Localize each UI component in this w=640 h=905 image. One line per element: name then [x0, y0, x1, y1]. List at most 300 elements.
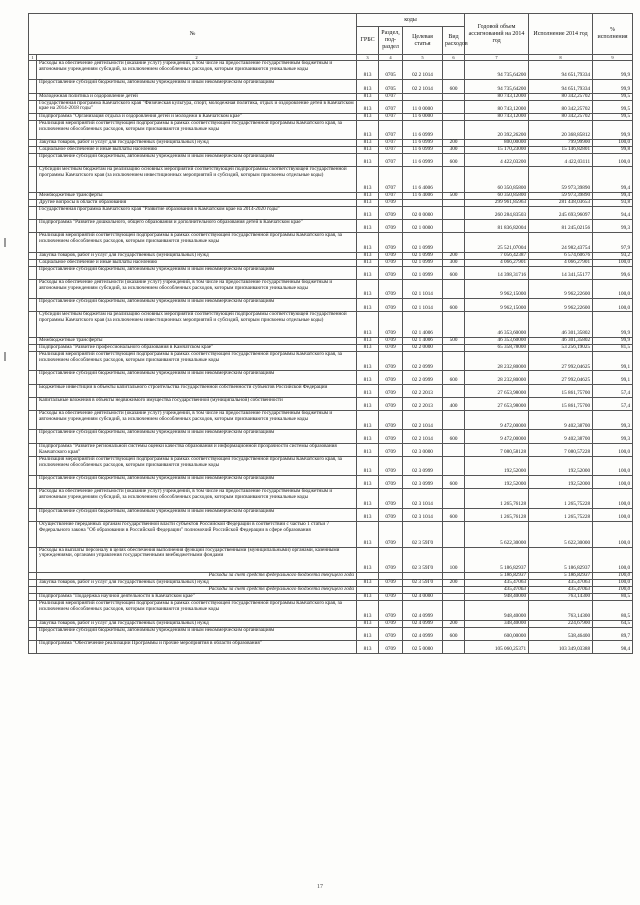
row-name: Государственная программа Камчатского края "Развитие образования в Камчатском крае на 2014-2020 годы" — [37, 206, 357, 219]
row-percent: 99,4 — [593, 167, 633, 193]
row-target-item: 02 2 1014 — [403, 430, 443, 443]
header-execution: Исполнение 2014 год — [529, 14, 593, 55]
row-annual-plan: 7 056,42387 — [465, 252, 529, 259]
row-expense-type: 600 — [443, 430, 465, 443]
row-name: Реализация мероприятий соответствующей подпрограммы в рамках соответствующей государственной программы Камчатского края, за исключением обособленных расходов, которым присваиваются уникальные коды — [37, 233, 357, 252]
row-expense-type: 600 — [443, 266, 465, 279]
row-execution: 1 265,75228 — [529, 508, 593, 521]
row-execution: 763,14300 — [529, 601, 593, 620]
row-name: Расходы за счет средств федерального бюджета текущего года — [37, 573, 357, 580]
header-number: № — [29, 14, 357, 55]
row-number-cell — [29, 587, 37, 594]
row-percent: 99,5 — [593, 100, 633, 113]
row-percent: 99,3 — [593, 220, 633, 233]
row-percent: 99,6 — [593, 266, 633, 279]
row-execution: 5 186,82937 — [529, 547, 593, 573]
row-number-cell — [29, 547, 37, 573]
header-annual-plan: Годовой объем ассигнований на 2014 год — [465, 14, 529, 55]
row-number-cell — [29, 147, 37, 154]
row-expense-type: 600 — [443, 299, 465, 312]
row-name: Социальное обеспечение и иные выплаты населению — [37, 259, 357, 266]
row-number-cell — [29, 573, 37, 580]
row-execution: 9 402,38700 — [529, 430, 593, 443]
row-grbs: 813 — [357, 80, 379, 93]
table-row — [29, 352, 633, 371]
row-name: Межбюджетные трансферты — [37, 338, 357, 345]
row-section: 0709 — [379, 312, 403, 338]
row-target-item: 02 2 0999 — [403, 371, 443, 384]
row-name: Субсидии местным бюджетам на реализацию основных мероприятий соответствующей подпрограммы соответствующей государственной программы Камчатского края (за исключением инвестиционных мероприятий и субсидий, которым присвоены отдельные коды) — [37, 167, 357, 193]
row-execution: 281 438,03653 — [529, 199, 593, 206]
row-target-item: 02 1 0999 — [403, 252, 443, 259]
row-percent: 57,4 — [593, 397, 633, 410]
row-percent: 99,9 — [593, 120, 633, 139]
row-execution: 245 693,96097 — [529, 206, 593, 219]
table-row — [29, 627, 633, 640]
row-section: 0709 — [379, 397, 403, 410]
row-name: Социальное обеспечение и иные выплаты населению — [37, 147, 357, 154]
row-section: 0709 — [379, 443, 403, 456]
row-expense-type — [443, 411, 465, 430]
row-grbs: 813 — [357, 312, 379, 338]
row-section: 0705 — [379, 61, 403, 80]
row-target-item: 02 2 2013 — [403, 384, 443, 397]
row-annual-plan: 435,47063 — [465, 580, 529, 587]
row-grbs: 813 — [357, 476, 379, 489]
row-name: Подпрограмма "Поддержка научной деятельности в Камчатском крае" — [37, 594, 357, 601]
row-execution: 7 080,57228 — [529, 443, 593, 456]
row-annual-plan: 600,00000 — [465, 627, 529, 640]
row-percent: 100,0 — [593, 547, 633, 573]
row-expense-type — [443, 100, 465, 113]
row-expense-type: 600 — [443, 476, 465, 489]
row-expense-type — [443, 384, 465, 397]
row-expense-type — [443, 206, 465, 219]
row-grbs: 813 — [357, 220, 379, 233]
row-execution: 94 651,79334 — [529, 80, 593, 93]
column-number: 5 — [403, 55, 443, 61]
table-row — [29, 430, 633, 443]
row-grbs: 813 — [357, 233, 379, 252]
column-number: 1 — [29, 55, 37, 61]
row-name: Закупка товаров, работ и услуг для государственных (муниципальных) нужд — [37, 620, 357, 627]
row-section: 0709 — [379, 259, 403, 266]
row-annual-plan: 80 743,12000 — [465, 93, 529, 100]
row-number-cell — [29, 397, 37, 410]
row-percent: 99,3 — [593, 430, 633, 443]
row-expense-type: 400 — [443, 397, 465, 410]
table-header — [29, 14, 633, 61]
row-target-item: 02 2 2013 — [403, 397, 443, 410]
table-row — [29, 279, 633, 298]
row-expense-type: 600 — [443, 627, 465, 640]
row-expense-type: 300 — [443, 259, 465, 266]
row-number-cell — [29, 192, 37, 199]
row-number-cell — [29, 113, 37, 120]
row-execution: 59 973,39890 — [529, 167, 593, 193]
row-expense-type — [443, 640, 465, 653]
row-number-cell — [29, 627, 37, 640]
row-name: Предоставление субсидий бюджетным, автономным учреждениям и иным некоммерческим организациям — [37, 154, 357, 167]
row-percent: 100,0 — [593, 456, 633, 475]
row-section: 0709 — [379, 206, 403, 219]
row-expense-type — [443, 489, 465, 508]
row-annual-plan: 94 735,64200 — [465, 80, 529, 93]
row-execution: 799,99900 — [529, 140, 593, 147]
row-number-cell — [29, 476, 37, 489]
row-execution: 192,52000 — [529, 456, 593, 475]
row-name: Закупка товаров, работ и услуг для государственных (муниципальных) нужд — [37, 252, 357, 259]
row-annual-plan: 20 392,26200 — [465, 120, 529, 139]
row-execution: 46 301,35802 — [529, 312, 593, 338]
row-grbs: 813 — [357, 140, 379, 147]
row-number-cell — [29, 279, 37, 298]
row-expense-type: 200 — [443, 620, 465, 627]
row-percent: 99,3 — [593, 411, 633, 430]
row-percent: 100,0 — [593, 521, 633, 547]
row-target-item: 02 3 1014 — [403, 508, 443, 521]
row-number-cell — [29, 601, 37, 620]
row-name: Субсидии местным бюджетам на реализацию основных мероприятий соответствующей подпрограммы соответствующей государственной программы Камчатского края (за исключением инвестиционных мероприятий и субсидий, которым присвоены отдельные коды) — [37, 312, 357, 338]
row-target-item: 02 1 0999 — [403, 233, 443, 252]
column-number: 3 — [357, 55, 379, 61]
row-grbs: 813 — [357, 100, 379, 113]
row-name: Расходы за счет средств федерального бюджета текущего года — [37, 587, 357, 594]
table-row — [29, 384, 633, 397]
row-section: 0709 — [379, 430, 403, 443]
row-number-cell — [29, 580, 37, 587]
table-row — [29, 547, 633, 573]
row-annual-plan: 800,00000 — [465, 140, 529, 147]
table-body — [29, 61, 633, 654]
row-execution: 4 066,27901 — [529, 259, 593, 266]
row-section: 0707 — [379, 167, 403, 193]
row-expense-type — [443, 456, 465, 475]
table-row — [29, 443, 633, 456]
row-percent: 100,0 — [593, 259, 633, 266]
row-execution: 80 342,25702 — [529, 93, 593, 100]
row-name: Другие вопросы в области образования — [37, 199, 357, 206]
row-number-cell — [29, 120, 37, 139]
row-annual-plan: 60 350,85800 — [465, 192, 529, 199]
row-section: 0709 — [379, 627, 403, 640]
row-number-cell — [29, 371, 37, 384]
row-number-cell — [29, 80, 37, 93]
row-name: Предоставление субсидий бюджетным, автономным учреждениям и иным некоммерческим организациям — [37, 266, 357, 279]
row-annual-plan: 948,40000 — [465, 601, 529, 620]
table-row — [29, 620, 633, 627]
row-annual-plan: 7 080,58128 — [465, 443, 529, 456]
row-section: 0707 — [379, 147, 403, 154]
row-target-item: 02 3 0999 — [403, 456, 443, 475]
row-target-item: 02 3 59Г0 — [403, 547, 443, 573]
row-expense-type: 600 — [443, 371, 465, 384]
row-execution: 224,67900 — [529, 620, 593, 627]
column-number: 2 — [37, 55, 357, 61]
row-target-item: 02 1 0999 — [403, 266, 443, 279]
row-execution: 1 265,75228 — [529, 489, 593, 508]
row-expense-type: 500 — [443, 192, 465, 199]
header-codes: коды — [357, 14, 465, 27]
row-section: 0709 — [379, 521, 403, 547]
row-target-item: 02 2 1014 — [403, 61, 443, 80]
row-name: Подпрограмма "Развитие профессионального образования в Камчатском крае" — [37, 345, 357, 352]
row-percent: 99,4 — [593, 192, 633, 199]
row-percent: 64,5 — [593, 620, 633, 627]
row-section: 0709 — [379, 547, 403, 573]
column-number: 4 — [379, 55, 403, 61]
row-name: Осуществление переданных органам государственной власти субъектов Российской Федерации в соответствии с частью 1 статьи 7 Федерального закона "Об образовании в Российской Федерации" полномочий Российской Федерации в сфере образования — [37, 521, 357, 547]
row-name: Предоставление субсидий бюджетным, автономным учреждениям и иным некоммерческим организациям — [37, 627, 357, 640]
row-execution: 80 342,25702 — [529, 113, 593, 120]
row-percent: 100,0 — [593, 299, 633, 312]
row-percent: 100,0 — [593, 279, 633, 298]
row-name: Подпрограмма "Организация отдыха и оздоровления детей и молодежи в Камчатском крае" — [37, 113, 357, 120]
row-target-item: 02 1 1014 — [403, 279, 443, 298]
row-execution: 763,14300 — [529, 594, 593, 601]
row-number-cell — [29, 220, 37, 233]
row-name: Межбюджетные трансферты — [37, 192, 357, 199]
row-percent: 100,0 — [593, 489, 633, 508]
row-number-cell — [29, 508, 37, 521]
row-annual-plan: 65 358,78000 — [465, 345, 529, 352]
row-grbs: 813 — [357, 411, 379, 430]
row-execution: 46 301,35802 — [529, 338, 593, 345]
row-expense-type: 200 — [443, 140, 465, 147]
row-execution: 5 622,30000 — [529, 521, 593, 547]
table-row — [29, 521, 633, 547]
row-section: 0709 — [379, 233, 403, 252]
row-expense-type — [443, 61, 465, 80]
row-section: 0709 — [379, 371, 403, 384]
row-name: Расходы на выплаты персоналу в целях обеспечения выполнения функций государственными (муниципальными) органами, казенными учреждениями, органами управления государственными внебюджетными фондами — [37, 547, 357, 573]
column-number: 7 — [465, 55, 529, 61]
row-section: 0709 — [379, 266, 403, 279]
row-number-cell — [29, 199, 37, 206]
row-expense-type: 100 — [443, 547, 465, 573]
row-section: 0707 — [379, 192, 403, 199]
row-execution: 80 342,25702 — [529, 100, 593, 113]
row-number-cell — [29, 233, 37, 252]
row-execution: 15 861,75700 — [529, 397, 593, 410]
row-grbs: 813 — [357, 489, 379, 508]
row-percent: 100,0 — [593, 140, 633, 147]
row-number-cell — [29, 252, 37, 259]
row-percent: 99,9 — [593, 312, 633, 338]
table-row — [29, 397, 633, 410]
row-section: 0709 — [379, 352, 403, 371]
row-grbs: 813 — [357, 199, 379, 206]
row-expense-type: 300 — [443, 147, 465, 154]
row-percent: 99,8 — [593, 147, 633, 154]
table-row — [29, 220, 633, 233]
row-target-item: 02 5 0000 — [403, 640, 443, 653]
row-execution: 53 256,19025 — [529, 345, 593, 352]
row-expense-type — [443, 587, 465, 594]
row-annual-plan: 14 398,31716 — [465, 266, 529, 279]
row-percent: 99,9 — [593, 338, 633, 345]
row-target-item: 02 1 1014 — [403, 299, 443, 312]
row-target-item: 02 3 0000 — [403, 443, 443, 456]
row-grbs: 813 — [357, 167, 379, 193]
row-section: 0709 — [379, 345, 403, 352]
row-name: Молодежная политика и оздоровление детей — [37, 93, 357, 100]
row-target-item: 02 0 0000 — [403, 206, 443, 219]
row-expense-type — [443, 113, 465, 120]
table-row — [29, 601, 633, 620]
row-expense-type — [443, 352, 465, 371]
row-execution: 9 962,22600 — [529, 279, 593, 298]
row-target-item: 11 6 0999 — [403, 147, 443, 154]
table-row — [29, 640, 633, 653]
row-target-item: 11 0 0000 — [403, 100, 443, 113]
row-name: Государственная программа Камчатского края "Физическая культура, спорт, молодежная политика, отдых и оздоровление детей в Камчатском крае на 2014-2018 годы" — [37, 100, 357, 113]
row-name: Предоставление субсидий бюджетным, автономным учреждениям и иным некоммерческим организациям — [37, 430, 357, 443]
row-percent: 93,8 — [593, 199, 633, 206]
row-name: Расходы на обеспечение деятельности (оказание услуг) учреждений, в том числе на предоставление государственным бюджетным и автономным учреждениям субсидий, за исключением обособленных расходов, которым присваиваются уникальные коды — [37, 489, 357, 508]
row-grbs: 813 — [357, 627, 379, 640]
row-execution: 435,47063 — [529, 587, 593, 594]
row-target-item — [403, 93, 443, 100]
row-annual-plan: 46 353,60000 — [465, 338, 529, 345]
row-target-item: 11 6 0999 — [403, 154, 443, 167]
row-expense-type: 200 — [443, 252, 465, 259]
row-percent: 100,0 — [593, 508, 633, 521]
row-percent: 100,0 — [593, 580, 633, 587]
row-section: 0709 — [379, 594, 403, 601]
row-grbs: 813 — [357, 147, 379, 154]
row-name: Капитальные вложения в объекты недвижимого имущества государственной (муниципальной) собственности — [37, 397, 357, 410]
row-target-item: 11 6 0000 — [403, 113, 443, 120]
row-expense-type — [443, 233, 465, 252]
row-expense-type: 600 — [443, 80, 465, 93]
row-number-cell — [29, 312, 37, 338]
row-annual-plan: 9 472,00000 — [465, 430, 529, 443]
header-target-item: Целевая статья — [403, 27, 443, 55]
row-number-cell — [29, 352, 37, 371]
page-number: 17 — [317, 884, 323, 890]
row-expense-type: 500 — [443, 338, 465, 345]
row-annual-plan: 94 735,64200 — [465, 61, 529, 80]
table-row — [29, 61, 633, 80]
row-percent: 97,9 — [593, 233, 633, 252]
row-percent: 100,0 — [593, 573, 633, 580]
row-grbs: 813 — [357, 120, 379, 139]
header-section: Раздел, под-раздел — [379, 27, 403, 55]
row-section: 0709 — [379, 299, 403, 312]
row-target-item: 11 6 0999 — [403, 140, 443, 147]
row-expense-type — [443, 601, 465, 620]
table-row — [29, 80, 633, 93]
row-percent: 100,0 — [593, 154, 633, 167]
table-row — [29, 100, 633, 113]
row-number-cell — [29, 266, 37, 279]
row-execution: 81 245,02156 — [529, 220, 593, 233]
row-expense-type — [443, 279, 465, 298]
row-name: Реализация мероприятий соответствующей подпрограммы в рамках соответствующей государственной программы Камчатского края, за исключением обособленных расходов, которым присваиваются уникальные коды — [37, 352, 357, 371]
row-name: Закупка товаров, работ и услуг для государственных (муниципальных) нужд — [37, 140, 357, 147]
row-annual-plan: 4 066,27901 — [465, 259, 529, 266]
budget-sheet — [28, 13, 632, 654]
table-row — [29, 154, 633, 167]
row-number-cell — [29, 430, 37, 443]
row-target-item: 02 4 0999 — [403, 601, 443, 620]
row-annual-plan: 80 743,12000 — [465, 100, 529, 113]
budget-table — [28, 13, 633, 654]
row-percent: 99,5 — [593, 93, 633, 100]
row-grbs: 813 — [357, 259, 379, 266]
header-expense-type: Вид расходов — [443, 27, 465, 55]
row-grbs: 813 — [357, 397, 379, 410]
row-grbs: 813 — [357, 61, 379, 80]
row-target-item: 11 6 4006 — [403, 192, 443, 199]
table-row — [29, 233, 633, 252]
row-name: Предоставление субсидий бюджетным, автономным учреждениям и иным некоммерческим организациям — [37, 508, 357, 521]
row-target-item: 02 1 4006 — [403, 312, 443, 338]
row-number-cell — [29, 259, 37, 266]
row-section: 0709 — [379, 476, 403, 489]
table-row — [29, 489, 633, 508]
row-execution: 20 368,85812 — [529, 120, 593, 139]
row-execution: 538,46400 — [529, 627, 593, 640]
row-grbs: 813 — [357, 384, 379, 397]
row-name: Расходы на обеспечение деятельности (оказание услуг) учреждений, в том числе на предоставление государственным бюджетным и автономным учреждениям субсидий, за исключением обособленных расходов, которым присваиваются уникальные коды — [37, 279, 357, 298]
row-percent: 99,9 — [593, 61, 633, 80]
row-annual-plan: 948,40000 — [465, 594, 529, 601]
row-target-item: 02 1 4006 — [403, 338, 443, 345]
row-number-cell — [29, 443, 37, 456]
row-name: Расходы на обеспечение деятельности (оказание услуг) учреждений, в том числе на предоставление государственным бюджетным и автономным учреждениям субсидий, за исключением обособленных расходов, которым присваиваются уникальные коды — [37, 411, 357, 430]
row-expense-type — [443, 594, 465, 601]
row-grbs: 813 — [357, 594, 379, 601]
row-annual-plan: 81 836,82004 — [465, 220, 529, 233]
row-execution: 9 402,38700 — [529, 411, 593, 430]
table-row — [29, 508, 633, 521]
row-grbs: 813 — [357, 266, 379, 279]
row-section: 0709 — [379, 338, 403, 345]
row-name: Подпрограмма "Обеспечение реализации Программы и прочие мероприятия в области образования" — [37, 640, 357, 653]
row-annual-plan: 299 961,85963 — [465, 199, 529, 206]
row-target-item: 11 6 4006 — [403, 167, 443, 193]
row-section: 0707 — [379, 100, 403, 113]
row-target-item: 02 3 59Г0 — [403, 521, 443, 547]
row-number-cell — [29, 93, 37, 100]
row-section: 0707 — [379, 140, 403, 147]
row-annual-plan: 28 232,80000 — [465, 352, 529, 371]
row-grbs: 813 — [357, 456, 379, 475]
row-percent: 99,1 — [593, 352, 633, 371]
row-grbs: 813 — [357, 299, 379, 312]
row-target-item: 02 4 0999 — [403, 620, 443, 627]
row-section: 0709 — [379, 279, 403, 298]
row-annual-plan: 1 265,76128 — [465, 489, 529, 508]
row-grbs: 813 — [357, 345, 379, 352]
row-expense-type: 600 — [443, 154, 465, 167]
row-grbs: 813 — [357, 620, 379, 627]
row-grbs: 813 — [357, 521, 379, 547]
row-grbs: 813 — [357, 430, 379, 443]
row-section: 0707 — [379, 154, 403, 167]
row-number-cell — [29, 456, 37, 475]
row-target-item: 02 1 0999 — [403, 259, 443, 266]
row-expense-type — [443, 93, 465, 100]
row-target-item: 02 2 0000 — [403, 345, 443, 352]
row-target-item: 11 6 0999 — [403, 120, 443, 139]
row-expense-type — [443, 199, 465, 206]
row-annual-plan: 192,52000 — [465, 456, 529, 475]
row-grbs: 813 — [357, 547, 379, 573]
row-annual-plan: 9 472,00000 — [465, 411, 529, 430]
